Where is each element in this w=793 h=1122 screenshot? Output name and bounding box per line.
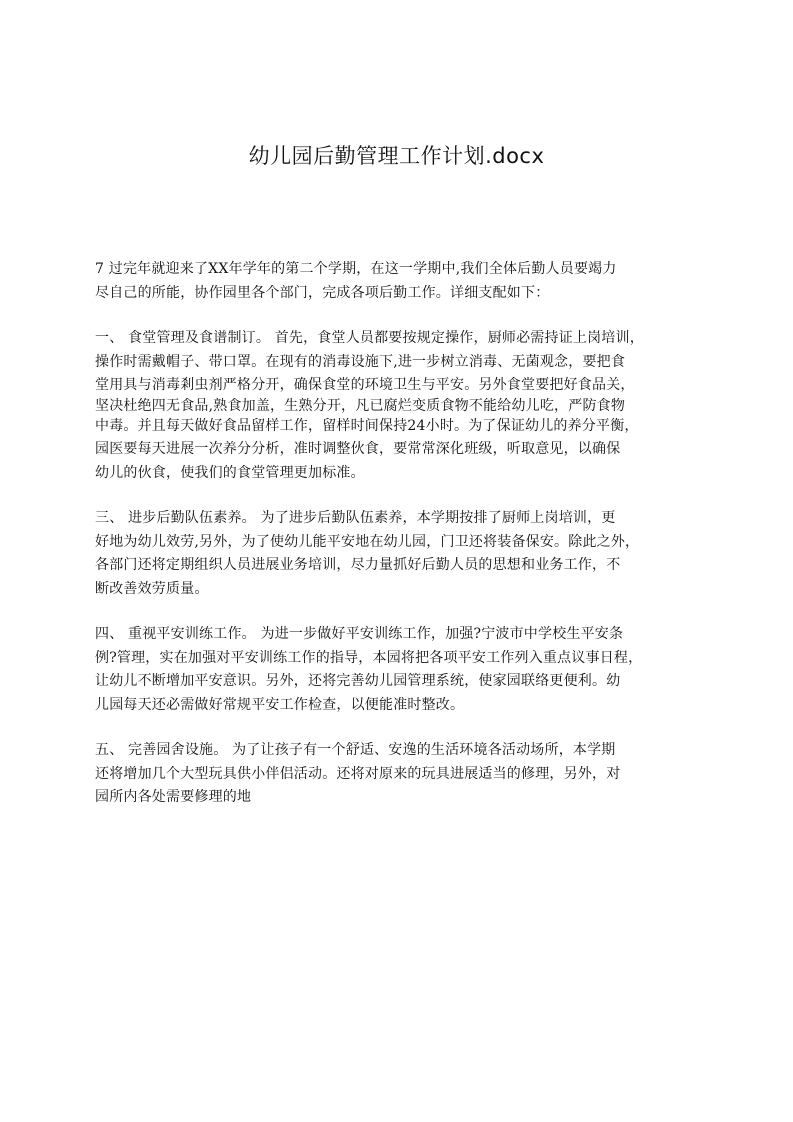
text-line: 园所内各处需要修理的地	[95, 789, 252, 805]
text-line: 园医要每天进展一次养分分析，准时调整伙食，要常常深化班级，听取意见，以确保	[95, 441, 621, 457]
text-line: 一、 食堂管理及食谱制订。 首先，食堂人员都要按规定操作，厨师必需持证上岗培训，	[95, 330, 644, 346]
text-line: 例?管理，实在加强对平安训练工作的指导，本园将把各项平安工作列入重点议事日程，	[95, 649, 643, 666]
text-line: 各部门还将定期组织人员进展业务培训，尽力量抓好后勤人员的思想和业务工作，不	[95, 557, 621, 573]
text-line: 中毒。并且每天做好食品留样工作，留样时间保持24小时。为了保证幼儿的养分平衡，	[95, 417, 639, 434]
text-line: 堂用具与消毒剎虫剂严格分开，确保食堂的环境卫生与平安。另外食堂要把好食品关，	[95, 377, 635, 393]
paragraph-facilities	[95, 739, 735, 810]
text-line: 7 过完年就迎来了XX年学年的第二个学期，在这一学期中,我们全体后勤人员要竭力	[95, 261, 617, 277]
text-line: 四、 重视平安训练工作。 为进一步做好平安训练工作，加强?宁波市中学校生平安条	[95, 626, 624, 642]
text-line: 三、 进步后勤队伍素养。 为了进步后勤队伍素养，本学期按排了厨师上岗培训，更	[95, 510, 616, 526]
paragraph-safety	[95, 623, 735, 717]
text-line: 还将增加几个大型玩具供小伴侣活动。还将对原来的玩具进展适当的修理，另外，对	[95, 765, 621, 782]
text-line: 尽自己的所能，协作园里各个部门，完成各项后勤工作。详细支配如下：	[95, 284, 550, 301]
paragraph-staff-quality	[95, 507, 735, 601]
text-line: 好地为幼儿效劳,另外，为了使幼儿能平安地在幼儿园，门卫还将装备保安。除此之外，	[95, 533, 640, 550]
text-line: 断改善效劳质量。	[95, 580, 209, 597]
paragraph-intro	[95, 258, 735, 305]
text-line: 五、 完善园舍设施。 为了让孩子有一个舒适、安逸的生活环境各活动场所，本学期	[95, 742, 616, 758]
text-line: 坚决杜绝四无食品,熟食加盖，生熟分开，凡已腐烂变质食物不能给幼儿吃，严防食物	[95, 397, 626, 414]
document-body	[95, 258, 735, 832]
document-title: 幼儿园后勤管理工作计划.docx	[248, 144, 545, 168]
text-line: 操作时需戴帽子、带口罩。在现有的消毒设施下,进一步树立消毒、无菌观念，要把食	[95, 353, 626, 370]
text-line: 幼儿的伙食，使我们的食堂管理更加标准。	[95, 464, 365, 481]
text-line: 让幼儿不断增加平安意识。另外，还将完善幼儿园管理系统，使家园联络更便利。幼	[95, 673, 621, 689]
text-line: 儿园每天还必需做好常规平安工作检查，以便能准时整改。	[95, 696, 465, 713]
paragraph-canteen	[95, 327, 735, 485]
